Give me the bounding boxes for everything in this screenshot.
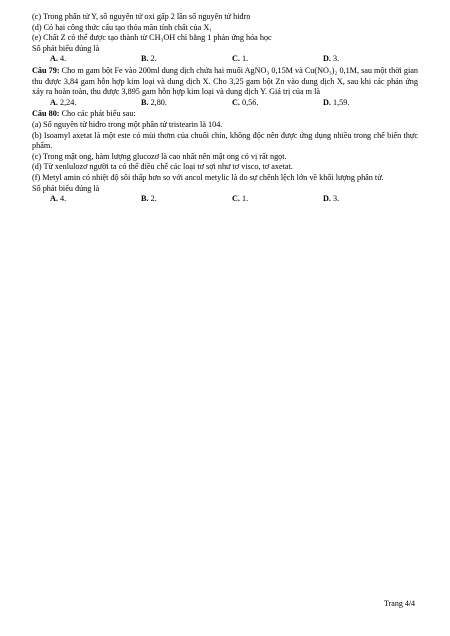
answer-prompt: Số phát biểu đúng là: [32, 43, 100, 53]
statement-d: (d) Có hai công thức cấu tạo thỏa mãn tính chất của X₁: [32, 22, 213, 32]
option-b: [123, 194, 214, 205]
option-letter: B.: [141, 97, 149, 107]
statement-b: (b) Isoamyl axetat là một este có mùi thơm của chuối chín, không độc nên được ứng dụng nhiều trong chế biến thực phẩm.: [32, 130, 418, 151]
option-text: 1,59.: [333, 97, 350, 107]
option-b: [123, 98, 214, 109]
option-d: [305, 98, 396, 109]
option-letter: D.: [323, 54, 331, 64]
option-text: 0,56.: [242, 97, 259, 107]
page-number: Trang 4/4: [384, 599, 416, 608]
answer-options: [32, 54, 418, 65]
statement-a: (a) Số nguyên tử hiđro trong một phân tử tristearin là 104.: [32, 119, 223, 129]
question-intro: Cho các phát biểu sau:: [61, 109, 136, 119]
option-text: 3.: [333, 194, 340, 204]
question-80-header: [32, 109, 418, 120]
option-c: [214, 54, 305, 65]
question-79: [32, 66, 418, 108]
option-c: [214, 194, 305, 205]
option-letter: A.: [50, 194, 58, 204]
document-page: [32, 12, 418, 206]
option-letter: C.: [232, 97, 240, 107]
question-label: Câu 80:: [32, 109, 60, 119]
option-b: [123, 54, 214, 65]
option-letter: C.: [232, 54, 240, 64]
option-letter: D.: [323, 194, 331, 204]
option-a: [32, 194, 123, 205]
statement-f: (f) Metyl amin có nhiệt độ sôi thấp hơn so với ancol metylic là do sự chênh lệch lớn về khối lượng phân tử.: [32, 172, 384, 182]
statement-c: (c) Trong phân tử Y, số nguyên tử oxi gấp 2 lần số nguyên tử hiđro: [32, 12, 251, 21]
answer-prompt: Số phát biểu đúng là: [32, 183, 100, 193]
option-text: 2,24.: [60, 97, 77, 107]
option-text: 2.: [150, 194, 157, 204]
option-d: [305, 54, 396, 65]
option-a: [32, 54, 123, 65]
question-label: Câu 79:: [32, 65, 60, 75]
option-a: [32, 98, 123, 109]
question-80: [32, 109, 418, 204]
option-d: [305, 194, 396, 205]
question-text: Cho m gam bột Fe vào 200ml dung dịch chứa hai muối AgNO₃ 0,15M và Cu(NO₃)₂ 0,1M, sau một thời gian thu được 3,84 gam hỗn hợp kim loại và dung dịch X. Cho 3,25 gam bột Zn vào dung dịch X, sau khi các phản ứng xảy ra hoàn toàn, thu được 3,895 gam hỗn hợp kim loại và dung dịch Y. Giá trị của m là: [32, 65, 418, 97]
option-letter: A.: [50, 97, 58, 107]
answer-options: [32, 98, 418, 109]
option-text: 4.: [60, 54, 67, 64]
prev-question-tail: [32, 12, 418, 65]
option-text: 3.: [333, 54, 340, 64]
option-text: 2.: [150, 54, 157, 64]
option-text: 4.: [60, 194, 67, 204]
option-text: 1.: [242, 194, 249, 204]
option-letter: D.: [323, 97, 331, 107]
statement-d: (d) Từ xenlulozơ người ta có thể điều chế các loại tơ sợi như tơ visco, tơ axetat.: [32, 162, 293, 172]
option-letter: B.: [141, 54, 149, 64]
option-text: 1.: [242, 54, 249, 64]
option-c: [214, 98, 305, 109]
option-letter: B.: [141, 194, 149, 204]
answer-options: [32, 194, 418, 205]
option-letter: A.: [50, 54, 58, 64]
option-text: 2,80.: [150, 97, 167, 107]
question-79-body: [32, 66, 418, 98]
statement-e: (e) Chất Z có thể được tạo thành từ CH₃OH chỉ bằng 1 phản ứng hóa học: [32, 33, 272, 43]
option-letter: C.: [232, 194, 240, 204]
statement-c: (c) Trong mật ong, hàm lượng glucozơ là cao nhất nên mật ong có vị rất ngọt.: [32, 151, 287, 161]
